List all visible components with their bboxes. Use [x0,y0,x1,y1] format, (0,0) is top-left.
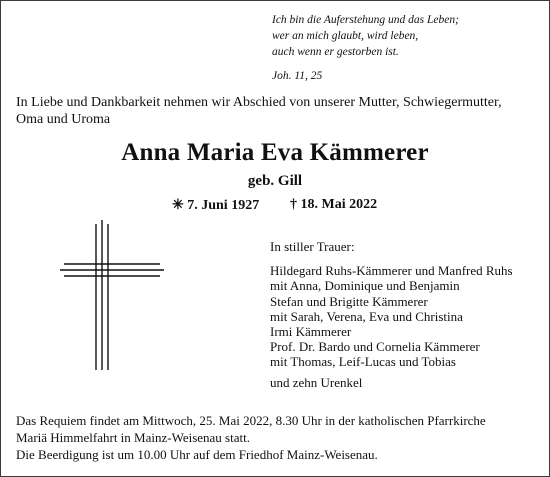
service-line: Die Beerdigung ist um 10.00 Uhr auf dem Friedhof Mainz-Weisenau. [16,447,378,462]
service-line: Mariä Himmelfahrt in Mainz-Weisenau statt. [16,430,250,445]
mourners-closing: und zehn Urenkel [270,374,363,390]
cross-icon [60,220,165,375]
mourner-line: mit Thomas, Leif-Lucas und Tobias [270,354,456,370]
birth-name: geb. Gill [247,173,303,189]
quote-reference: Joh. 11, 25 [272,70,323,82]
death-date: † 18. Mai 2022 [290,197,378,212]
quote-line: wer an mich glaubt, wird leben, [272,30,419,42]
mourner-line: Stefan und Brigitte Kämmerer [270,293,428,309]
intro-line: Oma und Uroma [16,112,111,127]
birth-date: ✳ 7. Juni 1927 [172,198,260,213]
mourner-line: Irmi Kämmerer [270,324,352,340]
deceased-name: Anna Maria Eva Kämmerer [121,139,429,166]
mourner-line: Prof. Dr. Bardo und Cornelia Kämmerer [270,339,480,355]
quote-line: Ich bin die Auferstehung und das Leben; [272,14,459,26]
intro-line: In Liebe und Dankbarkeit nehmen wir Abschied von unserer Mutter, Schwiegermutter, [16,95,502,110]
service-line: Das Requiem findet am Mittwoch, 25. Mai 2022, 8.30 Uhr in der katholischen Pfarrkirche [16,413,486,428]
quote-line: auch wenn er gestorben ist. [272,46,399,58]
bible-quote [272,12,459,84]
mourners-heading: In stiller Trauer: [270,239,355,254]
mourner-line: mit Anna, Dominique und Benjamin [270,278,460,294]
service-info [16,412,541,463]
intro-text [16,94,536,128]
mourners-block [270,239,513,390]
mourner-line: Hildegard Ruhs-Kämmerer und Manfred Ruhs [270,263,513,279]
mourner-line: mit Sarah, Verena, Eva und Christina [270,308,463,324]
